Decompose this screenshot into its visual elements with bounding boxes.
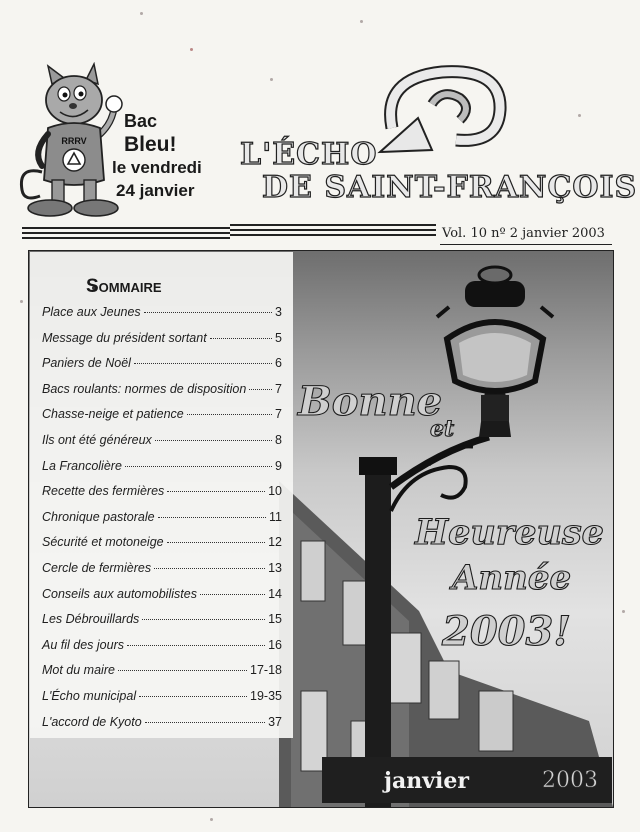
sommaire-item [42, 331, 282, 357]
sommaire-item-leader [249, 389, 272, 390]
sommaire-item-title: Mot du maire [42, 663, 115, 678]
sommaire-item-leader [154, 568, 265, 569]
sommaire-item-page: 7 [275, 381, 282, 396]
speck [210, 818, 213, 821]
sommaire-item-title: Au fil des jours [42, 637, 124, 652]
sommaire-item-leader [125, 466, 272, 467]
sommaire-item-page: 10 [268, 484, 282, 499]
sommaire-item-title: Recette des fermières [42, 484, 165, 499]
sommaire-item [42, 663, 282, 689]
sommaire-item-title: Chasse-neige et patience [42, 407, 184, 422]
footer-year: 2003 [542, 768, 598, 793]
sommaire-item [42, 356, 282, 382]
sommaire-item [42, 587, 282, 613]
greeting-line3: Heureuse [415, 512, 604, 553]
sommaire-title: Sommaire [86, 276, 162, 297]
speck [140, 12, 143, 15]
greeting-line1: Bonne [298, 378, 443, 425]
speck [190, 48, 193, 51]
sommaire-item-leader [139, 696, 247, 697]
sommaire-item [42, 433, 282, 459]
mascot-shirt-text: RRRV [61, 136, 87, 146]
sommaire-item-leader [210, 338, 272, 339]
footer-month: janvier [384, 768, 469, 794]
sommaire-item-page: 7 [275, 407, 282, 422]
sommaire-item-title: Bacs roulants: normes de disposition [42, 381, 247, 396]
sommaire-item-title: L'Écho municipal [42, 688, 137, 703]
recycling-notice-line3: le vendredi [112, 158, 202, 177]
sommaire-item-title: Message du président sortant [42, 330, 207, 345]
sommaire-item-title: L'accord de Kyoto [42, 714, 142, 729]
sommaire-item-page: 19-35 [250, 688, 282, 703]
sommaire-item-page: 5 [275, 330, 282, 345]
recycling-mascot-illustration [14, 62, 124, 222]
recycling-notice-line4: 24 janvier [116, 181, 195, 200]
sommaire-item-title: Chronique pastorale [42, 509, 155, 524]
sommaire-item-leader [134, 363, 272, 364]
sommaire-item-page: 9 [275, 458, 282, 473]
sommaire-item [42, 715, 282, 741]
sommaire-item-leader [145, 722, 265, 723]
recycling-notice [112, 110, 202, 202]
recycling-notice-line2: Bleu! [124, 133, 177, 156]
sommaire-item-title: Les Débrouillards [42, 612, 140, 627]
sommaire-item [42, 535, 282, 561]
sommaire-item-leader [118, 670, 247, 671]
masthead-rule-left [22, 227, 230, 242]
sommaire-item-title: La Francolière [42, 458, 122, 473]
recycling-notice-line1: Bac [124, 111, 158, 131]
sommaire-item-leader [127, 645, 265, 646]
masthead-rule [230, 224, 436, 239]
sommaire-item-page: 14 [268, 586, 282, 601]
sommaire-item-leader [167, 542, 265, 543]
issue-info: Vol. 10 nº 2 janvier 2003 [442, 226, 605, 241]
sommaire-item-leader [155, 440, 272, 441]
sommaire-item [42, 510, 282, 536]
sommaire-item-title: Paniers de Noël [42, 356, 131, 371]
masthead-swirl-logo [372, 58, 522, 158]
sommaire-item [42, 689, 282, 715]
sommaire-item-page: 11 [269, 509, 282, 524]
sommaire-item-page: 16 [268, 637, 282, 652]
masthead-title-line2: DE SAINT-FRANÇOIS [262, 170, 638, 205]
sommaire-item-title: Place aux Jeunes [42, 305, 141, 319]
sommaire-item-leader [187, 414, 272, 415]
sommaire-item-title: Conseils aux automobilistes [42, 586, 197, 601]
sommaire-item-title: Ils ont été généreux [42, 432, 152, 447]
greeting-line5: 2003! [442, 608, 571, 655]
sommaire-item [42, 305, 282, 331]
sommaire-item [42, 561, 282, 587]
sommaire-item-page: 13 [268, 560, 282, 575]
sommaire-item-page: 12 [268, 535, 282, 550]
speck [360, 20, 363, 23]
sommaire-item [42, 407, 282, 433]
sommaire-item-page: 8 [275, 432, 282, 447]
sommaire-item-title: Cercle de fermières [42, 560, 152, 575]
sommaire-item [42, 612, 282, 638]
sommaire-item [42, 484, 282, 510]
sommaire-item [42, 638, 282, 664]
greeting-line2: et [430, 416, 455, 442]
speck [20, 300, 23, 303]
sommaire-item-leader [200, 594, 265, 595]
sommaire-item-leader [158, 517, 266, 518]
sommaire-item-leader [142, 619, 265, 620]
sommaire-item [42, 459, 282, 485]
sommaire-item-page: 3 [275, 305, 282, 319]
sommaire-item [42, 382, 282, 408]
sommaire-item-page: 15 [268, 612, 282, 627]
speck [270, 78, 273, 81]
sommaire-item-leader [144, 312, 272, 313]
issue-info-rule [440, 244, 612, 245]
speck [622, 610, 625, 613]
sommaire-item-page: 6 [275, 356, 282, 371]
sommaire-item-title: Sécurité et motoneige [42, 535, 164, 550]
speck [578, 114, 581, 117]
sommaire-item-page: 37 [268, 714, 282, 729]
sommaire-item-leader [167, 491, 265, 492]
sommaire-list [42, 305, 282, 740]
sommaire-item-page: 17-18 [250, 663, 282, 678]
masthead-title-line1: L'ÉCHO [240, 137, 378, 172]
greeting-line4: Année [452, 558, 572, 598]
